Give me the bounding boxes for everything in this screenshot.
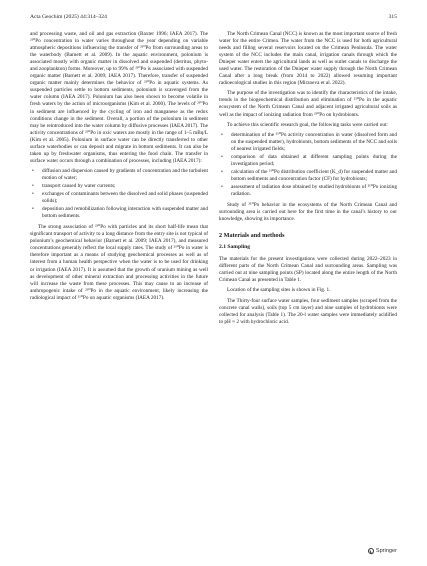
list-item: • transport caused by water currents; (42, 183, 208, 190)
right-paragraph-5: The materials for the present investigations were collected during 2022–2023 in different parts of the North Crimean Canal and surrounding areas. Sampling was carried out at nine sampling points (SP) located along the entire length of the North Crimean Canal as presented in Table 1. (219, 256, 397, 284)
publisher-name: Springer (375, 548, 397, 554)
publisher-logo (368, 548, 397, 554)
list-item: • assessment of radiation dose obtained by studied hydrobionts of ²¹⁰Po ionizing radiation. (231, 184, 397, 198)
journal-citation: Acta Geochim (2025) 44:314–324 (30, 14, 107, 20)
right-paragraph-1: The North Crimean Canal (NCC) is known as the most important source of fresh water for the entire Crimea. The water from the NCC is used for both agricultural needs and filling several reservoirs located on the Crimean Peninsula. The water system of the NCC includes the main canal, irrigation canals through which the Dnieper water enters the agricultural lands as well as outlet canals to discharge the used water. The restoration of the Dnieper water supply through the North Crimean Canal after a long break (from 2014 to 2022) allowed resuming important radioecological studies in this region (Mirzoeva et al. 2022). (219, 31, 397, 87)
subsection-heading: 2.1 Sampling (219, 244, 251, 251)
transfer-process-list (30, 168, 208, 220)
list-item: • comparison of data obtained at different sampling points during the investigation period; (231, 154, 397, 168)
list-item: • determination of the ²¹⁰Po activity concentration in water (dissolved form and on the suspended matter), hydrobionts, bottom sediments of the NCC and soils of nearest irrigated fields; (231, 132, 397, 153)
left-paragraph-1: and processing waste, and oil and gas extraction (Baxter 1996; IAEA 2017). The ²¹⁰Po concentration in water varies throughout the year depending on variable atmospheric depositions influencing the transfer of ²¹⁰Po from surrounding areas to the waterbody (Barnett et al. 2009). In the aquatic environment, polonium is associated mostly with organic matter in dissolved and suspended (detritus, phyto- and zooplankton) forms. Moreover, up to 99% of ²¹⁰Po is associated with suspended organic matter (Barnett et al. 2009; IAEA 2017). Therefore, transfer of suspended organic matter mainly determines the behavior of ²¹⁰Po in aquatic systems. As suspended particles settle to bottom sediments, polonium is scavenged from the water column (IAEA 2017). Polonium has also been shown to become volatile in fresh waters by the action of microorganisms (Kim et al. 2000). The levels of ²¹⁰Po in sediment are influenced by the cycling of iron and manganese as the redox conditions change in the sediment. Overall, a portion of the polonium in sediment may be reintroduced into the water column by diffusive processes (IAEA 2017). The activity concentrations of ²¹⁰Po in oxic waters are mostly in the range of 1–5 mBq/L (Kim et al. 2005). Polonium in surface water can be directly transferred to other surface waterbodies or can deposit and migrate in bottom sediments. It can also be taken up by freshwater organisms, thus entering the food chain. The transfer in surface water occurs through a combination of processes, including (IAEA 2017): (30, 31, 208, 164)
list-item: • exchanges of contaminants between the dissolved and solid phases (suspended solids); (42, 191, 208, 205)
left-column (30, 31, 208, 305)
right-paragraph-4: Study of ²¹⁰Po behavior in the ecosystems of the North Crimean Canal and surrounding area is carried out here for the first time in the canal’s history to our knowledge, showing its importance. (219, 202, 397, 223)
section-heading: 2 Materials and methods (219, 232, 285, 240)
right-paragraph-2: The purpose of the investigation was to identify the characteristics of the intake, trends in the biogeochemical distribution and elimination of ²¹⁰Po in the aquatic ecosystem of the North Crimean Canal and adjacent irrigated agricultural soils as well as the impact of ionizing radiation from ²¹⁰Po on hydrobionts. (219, 90, 397, 118)
list-item: • deposition and remobilization following interaction with suspended matter and bottom sediments. (42, 206, 208, 220)
right-column (219, 31, 397, 329)
right-paragraph-7: The Thirty-four surface water samples, four sediment samples (scraped from the concrete canal walls), soils (top 5 cm layer) and nine samples of hydrobionts were collected for analysis (Table 1). The 20-l water samples were immediately acidified to pH ≈ 2 with hydrochloric acid. (219, 297, 397, 325)
list-item: • calculation of the ²¹⁰Po distribution coefficient (K_d) for suspended matter and bottom sediments and concentration factor (CF) for hydrobionts; (231, 169, 397, 183)
left-paragraph-2: The strong association of ²¹⁰Po with particles and its short half-life mean that significant transport of activity to a long distance from the entry site is not typical of polonium’s geochemical behavior (Barnett et al. 2009; IAEA 2017), and measured concentrations generally reflect the local supply rates. The study of ²¹⁰Po in water is therefore important as a means of studying geochemical processes as well as of interest from a human health perspective when the water is to be used for drinking or irrigation (IAEA 2017). It is assumed that the growth of uranium mining as well as development of other mineral extraction and processing activities in the future will increase the waste from these processes. This may cause to an increase of anthropogenic intake of ²¹⁰Po in the aquatic environment, likely increasing the radiological impact of ²¹⁰Po on aquatic organisms (IAEA 2017). (30, 224, 208, 301)
list-item: • diffusion and dispersion caused by gradients of concentration and the turbulent motion of water; (42, 168, 208, 182)
right-paragraph-3: To achieve this scientific research goal, the following tasks were carried out: (227, 121, 388, 128)
page-number: 315 (388, 14, 397, 20)
task-list (219, 132, 397, 198)
springer-horse-icon (368, 548, 374, 554)
right-paragraph-6: Location of the sampling sites is shown in Fig. 1. (227, 287, 331, 294)
